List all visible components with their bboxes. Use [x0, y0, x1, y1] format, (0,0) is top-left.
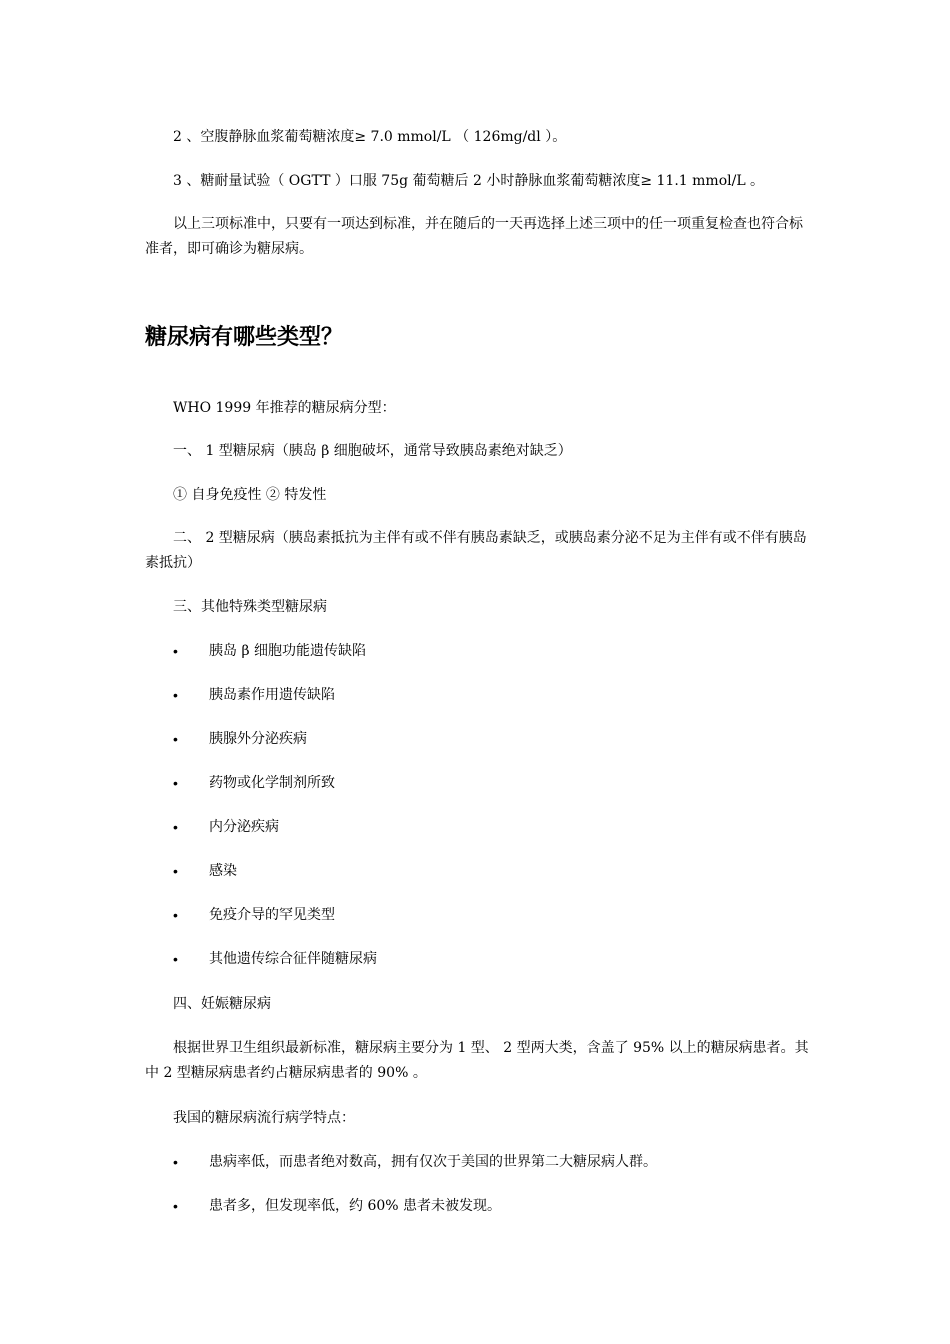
- china-list-item-text: 患者多，但发现率低，约 60% 患者未被发现。: [209, 1198, 502, 1214]
- type-3-list-item: [145, 948, 810, 970]
- type-3-list-item-text: 胰腺外分泌疾病: [209, 731, 307, 747]
- type-3-list-item-text: 胰岛素作用遗传缺陷: [209, 687, 335, 703]
- type-2: 二、 2 型糖尿病（胰岛素抵抗为主伴有或不伴有胰岛素缺乏，或胰岛素分泌不足为主伴有或不伴有胰岛素抵抗）: [145, 530, 807, 571]
- bullet-icon: •: [173, 1198, 178, 1214]
- type-3-list-item: [145, 684, 810, 706]
- types-intro: WHO 1999 年推荐的糖尿病分型：: [173, 400, 396, 416]
- bullet-icon: •: [173, 643, 178, 659]
- criterion-3: 3 、糖耐量试验（ OGTT ）口服 75g 葡萄糖后 2 小时静脉血浆葡萄糖浓度≥ 11.1 mmol/L 。: [173, 173, 765, 189]
- china-list-item: [145, 1151, 810, 1173]
- type-3-list-item: [145, 728, 810, 750]
- type-3-list-item-text: 药物或化学制剂所致: [209, 775, 335, 791]
- china-list-item: [145, 1195, 810, 1217]
- type-1: 一、 1 型糖尿病（胰岛 β 细胞破坏，通常导致胰岛素绝对缺乏）: [173, 443, 572, 459]
- type-3-list-item: [145, 772, 810, 794]
- type-4: 四、妊娠糖尿病: [173, 996, 271, 1012]
- bullet-icon: •: [173, 687, 178, 703]
- type-3-list-item-text: 感染: [209, 863, 237, 879]
- section-title: 糖尿病有哪些类型？: [145, 325, 344, 350]
- criteria-summary: 以上三项标准中，只要有一项达到标准，并在随后的一天再选择上述三项中的任一项重复检查也符合标准者，即可确诊为糖尿病。: [145, 216, 803, 257]
- china-list-item-text: 患病率低，而患者绝对数高，拥有仅次于美国的世界第二大糖尿病人群。: [209, 1154, 657, 1170]
- bullet-icon: •: [173, 907, 178, 923]
- bullet-icon: •: [173, 951, 178, 967]
- type-3-list-item: [145, 904, 810, 926]
- type-3-list-item: [145, 640, 810, 662]
- type-3-list-item-text: 胰岛 β 细胞功能遗传缺陷: [209, 643, 366, 659]
- bullet-icon: •: [173, 1154, 178, 1170]
- type-3-list-item-text: 免疫介导的罕见类型: [209, 907, 335, 923]
- type-3: 三、其他特殊类型糖尿病: [173, 599, 327, 615]
- type-1-subtypes: ① 自身免疫性 ② 特发性: [173, 487, 327, 503]
- type-3-list-item-text: 其他遗传综合征伴随糖尿病: [209, 951, 377, 967]
- bullet-icon: •: [173, 819, 178, 835]
- bullet-icon: •: [173, 863, 178, 879]
- bullet-icon: •: [173, 731, 178, 747]
- type-3-list-item-text: 内分泌疾病: [209, 819, 279, 835]
- who-summary: 根据世界卫生组织最新标准，糖尿病主要分为 1 型、 2 型两大类，含盖了 95% 以上的糖尿病患者。其中 2 型糖尿病患者约占糖尿病患者的 90% 。: [145, 1040, 809, 1081]
- criterion-2: 2 、空腹静脉血浆葡萄糖浓度≥ 7.0 mmol/L （ 126mg/dl ）。: [173, 129, 567, 145]
- type-3-list-item: [145, 860, 810, 882]
- type-3-list-item: [145, 816, 810, 838]
- china-intro: 我国的糖尿病流行病学特点：: [173, 1110, 355, 1126]
- bullet-icon: •: [173, 775, 178, 791]
